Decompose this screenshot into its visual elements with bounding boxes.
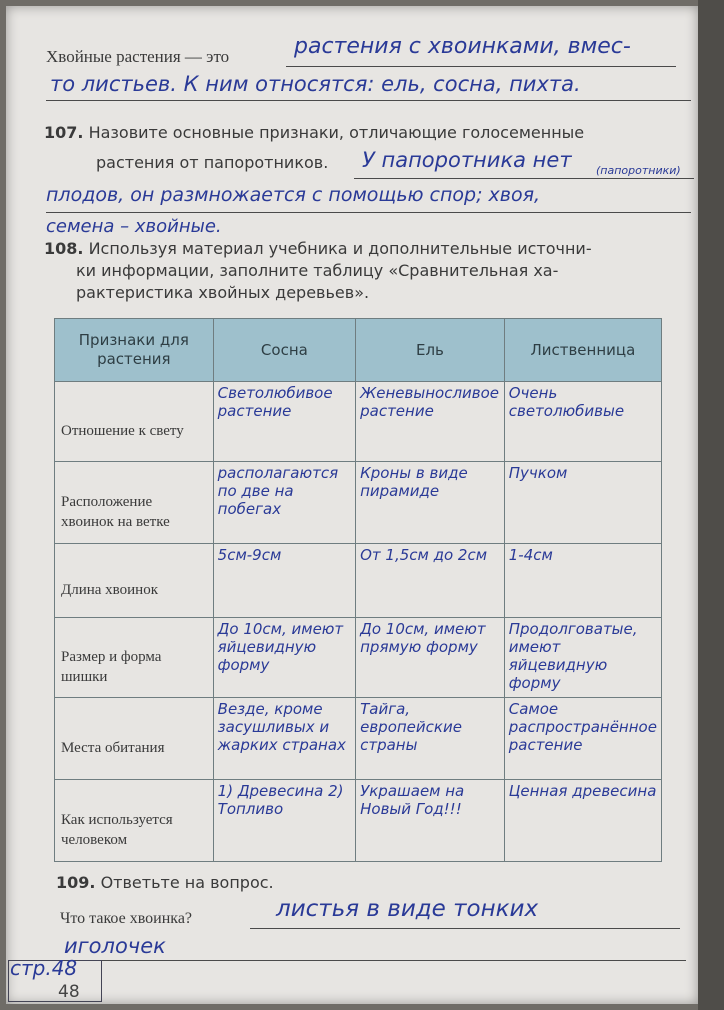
q107-text-line2: растения от папоротников. [96, 153, 329, 172]
intro-answer-line2: то листьев. К ним относятся: ель, сосна, пихта. [50, 72, 581, 96]
row-label: Места обитания [55, 698, 214, 780]
pine-cell: 1) Древесина 2) Топливо [213, 780, 355, 862]
answer-rule [46, 212, 691, 213]
larch-cell: Очень светолюбивые [504, 382, 661, 462]
answer-rule [46, 100, 691, 101]
table-row [55, 462, 662, 544]
row-label: Длина хвоинок [55, 544, 214, 618]
intro-prefix: Хвойные растения — это [46, 47, 230, 66]
q109-question: Что такое хвоинка? [60, 910, 193, 927]
pine-cell: До 10см, имеют яйцевидную форму [213, 618, 355, 698]
header-cell: Лиственница [504, 319, 661, 382]
q108-text-line1 [44, 238, 592, 260]
q109-text-line [56, 872, 274, 894]
table-row [55, 544, 662, 618]
spruce-cell: Украшаем на Новый Год!!! [356, 780, 505, 862]
q109-answer-line2: иголочек [64, 934, 166, 958]
pine-cell: 5см-9см [213, 544, 355, 618]
q108-text-line2: ки информации, заполните таблицу «Сравнительная ха- [76, 261, 559, 280]
comparison-table [54, 318, 662, 862]
spruce-cell: Кроны в виде пирамиде [356, 462, 505, 544]
pine-cell: Везде, кроме засушливых и жарких странах [213, 698, 355, 780]
q108-text: Используя материал учебника и дополнительные источни- [88, 239, 592, 258]
q108-text-line3: рактеристика хвойных деревьев». [76, 283, 370, 302]
pine-cell: Светолюбивое растение [213, 382, 355, 462]
spruce-cell: Тайга, европейские страны [356, 698, 505, 780]
larch-cell: Пучком [504, 462, 661, 544]
table-row [55, 382, 662, 462]
row-label: Расположение хвоинок на ветке [55, 462, 214, 544]
larch-cell: Самое распространённое растение [504, 698, 661, 780]
answer-rule [250, 928, 680, 929]
table-row [55, 698, 662, 780]
q107-answer-line3: семена – хвойные. [46, 216, 222, 237]
larch-cell: Продолговатые, имеют яйцевидную форму [504, 618, 661, 698]
answer-rule [286, 66, 676, 67]
table-row [55, 618, 662, 698]
answer-rule [354, 178, 694, 179]
spruce-cell: Женевыносливое растение [356, 382, 505, 462]
q107-text-line1 [44, 122, 584, 144]
book-spine-edge [698, 0, 724, 1010]
table-row [55, 780, 662, 862]
header-cell: Сосна [213, 319, 355, 382]
row-label: Размер и форма шишки [55, 618, 214, 698]
page-number: 48 [58, 982, 80, 1002]
intro-answer-line1: растения с хвоинками, вмес- [294, 34, 631, 59]
q109-number: 109. [56, 873, 96, 892]
workbook-page [6, 6, 698, 1004]
table-header-row [55, 319, 662, 382]
handwritten-page-stamp: стр.48 [10, 956, 78, 980]
header-cell: Ель [356, 319, 505, 382]
q107-answer-note: (папоротники) [596, 164, 681, 177]
q108-number: 108. [44, 239, 84, 258]
q109-text: Ответьте на вопрос. [100, 873, 274, 892]
pine-cell: располагаются по две на побегах [213, 462, 355, 544]
q107-answer-line1: У папоротника нет [362, 148, 572, 172]
q107-answer-line2: плодов, он размножается с помощью спор; хвоя, [46, 184, 541, 206]
larch-cell: 1-4см [504, 544, 661, 618]
spruce-cell: От 1,5см до 2см [356, 544, 505, 618]
q109-answer-line1: листья в виде тонких [276, 896, 539, 922]
spruce-cell: До 10см, имеют прямую форму [356, 618, 505, 698]
row-label: Отношение к свету [55, 382, 214, 462]
q107-text: Назовите основные признаки, отличающие голосеменные [88, 123, 585, 142]
answer-rule [56, 960, 686, 961]
header-cell: Признаки для растения [55, 319, 214, 382]
q107-number: 107. [44, 123, 84, 142]
larch-cell: Ценная древесина [504, 780, 661, 862]
row-label: Как используется человеком [55, 780, 214, 862]
